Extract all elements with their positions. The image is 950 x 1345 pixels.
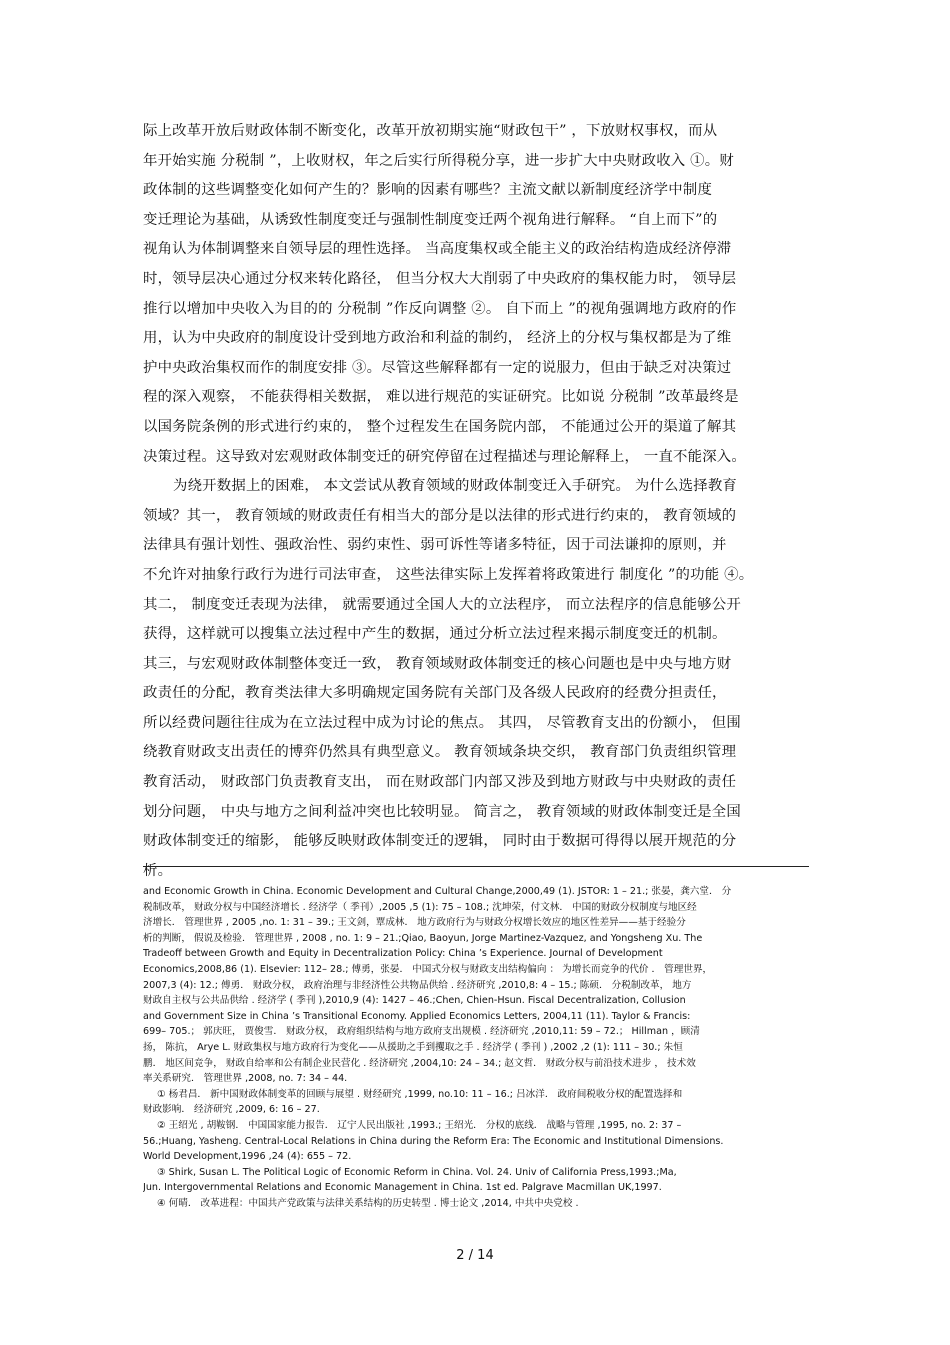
- footnote-line: 鹏． 地区间竞争， 财政自给率和公有制企业民营化 . 经济研究 ,2004,10: 24 – 34.; 赵文哲． 财政分权与前沿技术进步 ， 技术效: [143, 1057, 696, 1069]
- footnote-line: and Government Size in China ’s Transitional Economy. Applied Economics Letters, 2004,11 (11). Taylor & Francis:: [143, 1010, 691, 1022]
- body-line: 以国务院条例的形式进行约束的， 整个过程发生在国务院内部， 不能通过公开的渠道了解其: [143, 418, 737, 435]
- footnote-line: 699– 705.； 郭庆旺， 贾俊雪． 财政分权， 政府组织结构与地方政府支出规模 . 经济研究 ,2010,11: 59 – 72.； Hillman ，顾清: [143, 1026, 700, 1038]
- body-line: 政责任的分配，教育类法律大多明确规定国务院有关部门及各级人民政府的经费分担责任，: [143, 685, 727, 702]
- body-line: 用，认为中央政府的制度设计受到地方政治和利益的制约， 经济上的分权与集权都是为了维: [143, 330, 732, 347]
- body-line: 绕教育财政支出责任的博弈仍然具有典型意义。 教育领域条块交织， 教育部门负责组织管理: [143, 744, 737, 761]
- body-line: 领域？其一， 教育领域的财政责任有相当大的部分是以法律的形式进行约束的， 教育领域的: [143, 507, 737, 524]
- body-text: [143, 117, 811, 886]
- footnote-line: World Development,1996 ,24 (4): 655 – 72.: [143, 1151, 352, 1163]
- footnote-line: 税制改革， 财政分权与中国经济增长 . 经济学（ 季刊）,2005 ,5 (1): 75 – 108.; 沈坤荣，付文林． 中国的财政分权制度与地区经: [143, 901, 697, 913]
- footnote-line: 济增长． 管理世界 , 2005 ,no. 1: 31 – 39.; 王文剑，覃成林． 地方政府行为与财政分权增长效应的地区性差异——基于经验分: [143, 917, 686, 929]
- footnote-line: 2007,3 (4): 12.; 傅勇． 财政分权， 政府治理与非经济性公共物品供给 . 经济研究 ,2010,8: 4 – 15.; 陈硕． 分税制改革， 地方: [143, 979, 692, 991]
- footnote-line: Economics,2008,86 (1). Elsevier: 112– 28.; 傅勇，张晏． 中国式分权与财政支出结构偏向 ： 为增长而竞争的代价 ． 管理世界，: [143, 963, 713, 975]
- body-line: 政体制的这些调整变化如何产生的？影响的因素有哪些？主流文献以新制度经济学中制度: [143, 182, 713, 199]
- body-line: 所以经费问题往往成为在立法过程中成为讨论的焦点。 其四， 尽管教育支出的份额小， 但围: [143, 714, 741, 731]
- body-line: 获得，这样就可以搜集立法过程中产生的数据，通过分析立法过程来揭示制度变迁的机制。: [143, 626, 727, 643]
- body-line: 际上改革开放后财政体制不断变化，改革开放初期实施“财政包干” ，下放财权事权，而从: [143, 123, 718, 139]
- footnotes: [143, 884, 809, 1211]
- footnote-line: Jun. Intergovernmental Relations and Economic Management in China. 1st ed. Palgrave Macmillan UK,1997.: [143, 1182, 662, 1194]
- body-line: 财政体制变迁的缩影， 能够反映财政体制变迁的逻辑， 同时由于数据可得得以展开规范的分: [143, 833, 737, 850]
- footnote-line: and Economic Growth in China. Economic Development and Cultural Change,2000,49 (1). JSTOR: 1 – 21.; 张晏，龚六堂． 分: [143, 886, 732, 897]
- footnote-line: 扬， 陈抗， Arye L. 财政集权与地方政府行为变化——从援助之手到攫取之手 . 经济学 ( 季刊 ) ,2002 ,2 (1): 111 – 30.; 朱恒: [143, 1041, 683, 1053]
- body-line: 推行以增加中央收入为目的的 分税制 ”作反向调整 ②。 自下而上 ”的视角强调地方政府的作: [143, 300, 737, 317]
- body-line: 教育活动， 财政部门负责教育支出， 而在财政部门内部又涉及到地方财政与中央财政的责任: [143, 774, 737, 791]
- body-line: 时，领导层决心通过分权来转化路径， 但当分权大大削弱了中央政府的集权能力时， 领导层: [143, 270, 737, 287]
- footnote-line: 56.;Huang, Yasheng. Central-Local Relations in China during the Reform Era: The Economic and Institutional Dimensions.: [143, 1135, 724, 1147]
- footnote-line: 财政自主权与公共品供给 . 经济学 ( 季刊 ),2010,9 (4): 1427 – 46.;Chen, Chien-Hsun. Fiscal Decentralization, Collusion: [143, 995, 686, 1007]
- footnote-4: ④ 何晴． 改革进程：中国共产党政策与法律关系结构的历史转型 . 博士论文 ,2014, 中共中央党校 .: [157, 1197, 579, 1209]
- page-number: 2 / 14: [456, 1248, 494, 1263]
- footnote-1: ① 杨君昌． 新中国财政体制变革的回顾与展望 . 财经研究 ,1999, no.10: 11 – 16.; 吕冰洋． 政府间税收分权的配置选择和: [157, 1088, 683, 1100]
- body-line: 其三，与宏观财政体制整体变迁一致， 教育领域财政体制变迁的核心问题也是中央与地方财: [143, 655, 732, 672]
- footnote-divider: [143, 866, 809, 867]
- footnote-line: Tradeoff between Growth and Equity in Decentralization Policy: China ’s Experience. Journal of Development: [143, 948, 663, 960]
- body-line: 划分问题， 中央与地方之间利益冲突也比较明显。 简言之， 教育领域的财政体制变迁是全国: [143, 803, 741, 820]
- footnote-3: ③ Shirk, Susan L. The Political Logic of Economic Reform in China. Vol. 24. Univ of California Press,1993.;Ma,: [157, 1166, 677, 1178]
- body-line: 视角认为体制调整来自领导层的理性选择。 当高度集权或全能主义的政治结构造成经济停滞: [143, 241, 732, 258]
- body-line: 不允许对抽象行政行为进行司法审查， 这些法律实际上发挥着将政策进行 制度化 ”的功能 ④。: [143, 566, 754, 583]
- footnote-line: 财政影响． 经济研究 ,2009, 6: 16 – 27.: [143, 1104, 320, 1116]
- body-line: 程的深入观察， 不能获得相关数据， 难以进行规范的实证研究。比如说 分税制 ”改革最终是: [143, 389, 739, 406]
- body-line: 法律具有强计划性、强政治性、弱约束性、弱可诉性等诸多特征，因于司法谦抑的原则，并: [143, 537, 727, 554]
- body-line: 其二， 制度变迁表现为法律， 就需要通过全国人大的立法程序， 而立法程序的信息能够公开: [143, 596, 741, 613]
- body-line: 析。: [143, 862, 173, 879]
- paragraph-start-line: 为绕开数据上的困难， 本文尝试从教育领域的财政体制变迁入手研究。 为什么选择教育: [173, 478, 737, 495]
- footnote-2: ② 王绍光 , 胡鞍钢． 中国国家能力报告． 辽宁人民出版社 ,1993.; 王绍光． 分权的底线． 战略与管理 ,1995, no. 2: 37 –: [157, 1119, 682, 1131]
- body-line: 年开始实施 分税制 ”，上收财权，年之后实行所得税分享，进一步扩大中央财政收入 ①。财: [143, 152, 734, 169]
- body-line: 护中央政治集权而作的制度安排 ③。尽管这些解释都有一定的说服力，但由于缺乏对决策过: [143, 359, 732, 376]
- footnote-line: 析的判断， 假说及检验． 管理世界 , 2008 , no. 1: 9 – 21.;Qiao, Baoyun, Jorge Martinez-Vazquez, and Yongsheng Xu. The: [143, 932, 703, 944]
- body-line: 决策过程。这导致对宏观财政体制变迁的研究停留在过程描述与理论解释上， 一直不能深入。: [143, 448, 746, 465]
- body-line: 变迁理论为基础，从诱致性制度变迁与强制性制度变迁两个视角进行解释。 “自上而下”的: [143, 211, 718, 228]
- footnote-line: 率关系研究． 管理世界 ,2008, no. 7: 34 – 44.: [143, 1073, 348, 1085]
